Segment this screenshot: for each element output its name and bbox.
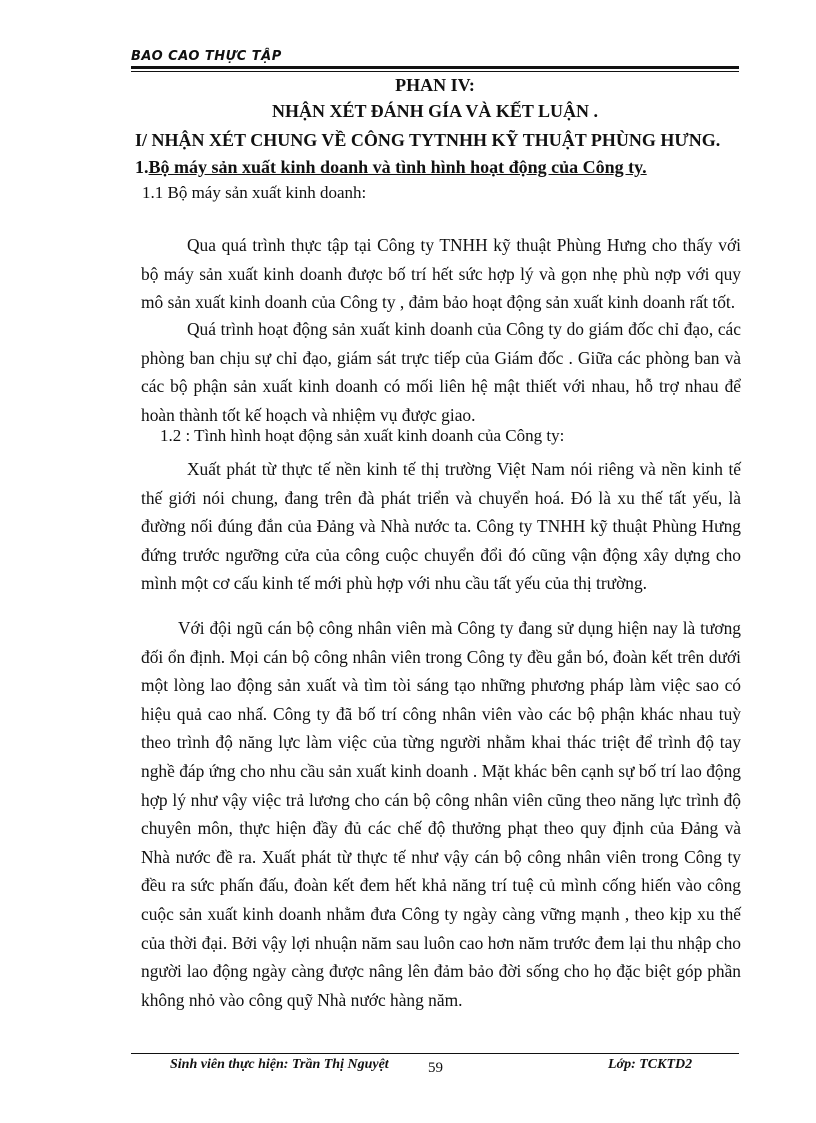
paragraph-1-1-a bbox=[141, 231, 741, 317]
paragraph-text: Qua quá trình thực tập tại Công ty TNHH kỹ thuật Phùng Hưng cho thấy với bộ máy sản xuất kinh doanh được bố trí hết sức hợp lý và gọn nhẹ phù nợp với quy mô sản xuất kinh doanh của Công ty , đảm bảo hoạt động sản xuất kinh doanh rất tốt. bbox=[141, 235, 741, 313]
chapter-heading: NHẬN XÉT ĐÁNH GÍA VÀ KẾT LUẬN . bbox=[271, 101, 599, 121]
subsection-title: Bộ máy sản xuất kinh doanh và tình hình hoạt động của Công ty. bbox=[148, 157, 647, 177]
running-header: BAO CAO THỰC TẬP bbox=[131, 49, 282, 64]
header-rule-thick bbox=[131, 66, 739, 69]
heading-1-1: 1.1 Bộ máy sản xuất kinh doanh: bbox=[142, 183, 367, 202]
footer-class: Lớp: TCKTD2 bbox=[608, 1057, 693, 1072]
page-number: 59 bbox=[428, 1060, 443, 1076]
paragraph-text: Quá trình hoạt động sản xuất kinh doanh của Công ty do giám đốc chỉ đạo, các phòng ban chịu sự chỉ đạo, giám sát trực tiếp của Giám đốc . Giữa các phòng ban và các bộ phận sản xuất kinh doanh có mối liên hệ mật thiết với nhau, hỗ trợ nhau để hoàn thành tốt kế hoạch và nhiệm vụ được giao. bbox=[141, 319, 741, 425]
paragraph-1-2-b bbox=[141, 614, 741, 1014]
paragraph-1-2-a bbox=[141, 455, 741, 598]
heading-1-2: 1.2 : Tình hình hoạt động sản xuất kinh doanh của Công ty: bbox=[160, 426, 565, 445]
subsection-number: 1. bbox=[135, 157, 149, 177]
footer-student: Sinh viên thực hiện: Trần Thị Nguyệt bbox=[170, 1057, 389, 1072]
section-heading: I/ NHẬN XÉT CHUNG VỀ CÔNG TYTNHH KỸ THUẬT PHÙNG HƯNG. bbox=[135, 130, 721, 150]
paragraph-text: Với đội ngũ cán bộ công nhân viên mà Công ty đang sử dụng hiện nay là tương đối ổn định. Mọi cán bộ công nhân viên trong Công ty đều gắn bó, đoàn kết trên dưới một lòng lao động sản xuất và tìm tòi sáng tạo những phương pháp làm việc sao có hiệu quả cao nhấ. Công ty đã bố trí công nhân viên vào các bộ phận khác nhau tuỳ theo trình độ năng lực làm việc của từng người nhằm khai thác triệt để trình độ tay nghề đáp ứng cho nhu cầu sản xuất kinh doanh . Mặt khác bên cạnh sự bố trí lao động hợp lý như vậy việc trả lương cho cán bộ công nhân viên cũng theo năng lực trình độ chuyên môn, thực hiện đầy đủ các chế độ thưởng phạt theo quy định của Đảng và Nhà nước đề ra. Xuất phát từ thực tế như vậy cán bộ công nhân viên trong Công ty đều ra sức phấn đấu, đoàn kết đem hết khả năng trí tuệ củ mình cống hiến vào công cuộc sản xuất kinh doanh nhằm đưa Công ty ngày càng vững mạnh , theo kịp xu thế của thời đại. Bởi vậy lợi nhuận năm sau luôn cao hơn năm trước đem lại thu nhập cho người lao động ngày càng được nâng lên đảm bảo đời sống cho họ đặc biệt góp phần không nhỏ vào công quỹ Nhà nước hàng năm. bbox=[141, 618, 741, 1010]
paragraph-text: Xuất phát từ thực tế nền kinh tế thị trường Việt Nam nói riêng và nền kinh tế thế giới nói chung, đang trên đà phát triển và chuyển hoá. Đó là xu thế tất yếu, là đường nối đúng đắn của Đảng và Nhà nước ta. Công ty TNHH kỹ thuật Phùng Hưng đứng trước ngưỡng cửa của công cuộc chuyển đổi đó cũng vận động xây dựng cho mình một cơ cấu kinh tế mới phù hợp với nhu cầu tất yếu của thị trường. bbox=[141, 459, 741, 594]
paragraph-1-1-b bbox=[141, 315, 741, 429]
part-title: PHAN IV: bbox=[395, 75, 475, 95]
footer-rule bbox=[131, 1053, 739, 1054]
header-rule-thin bbox=[131, 71, 739, 72]
subsection-heading bbox=[135, 157, 647, 178]
